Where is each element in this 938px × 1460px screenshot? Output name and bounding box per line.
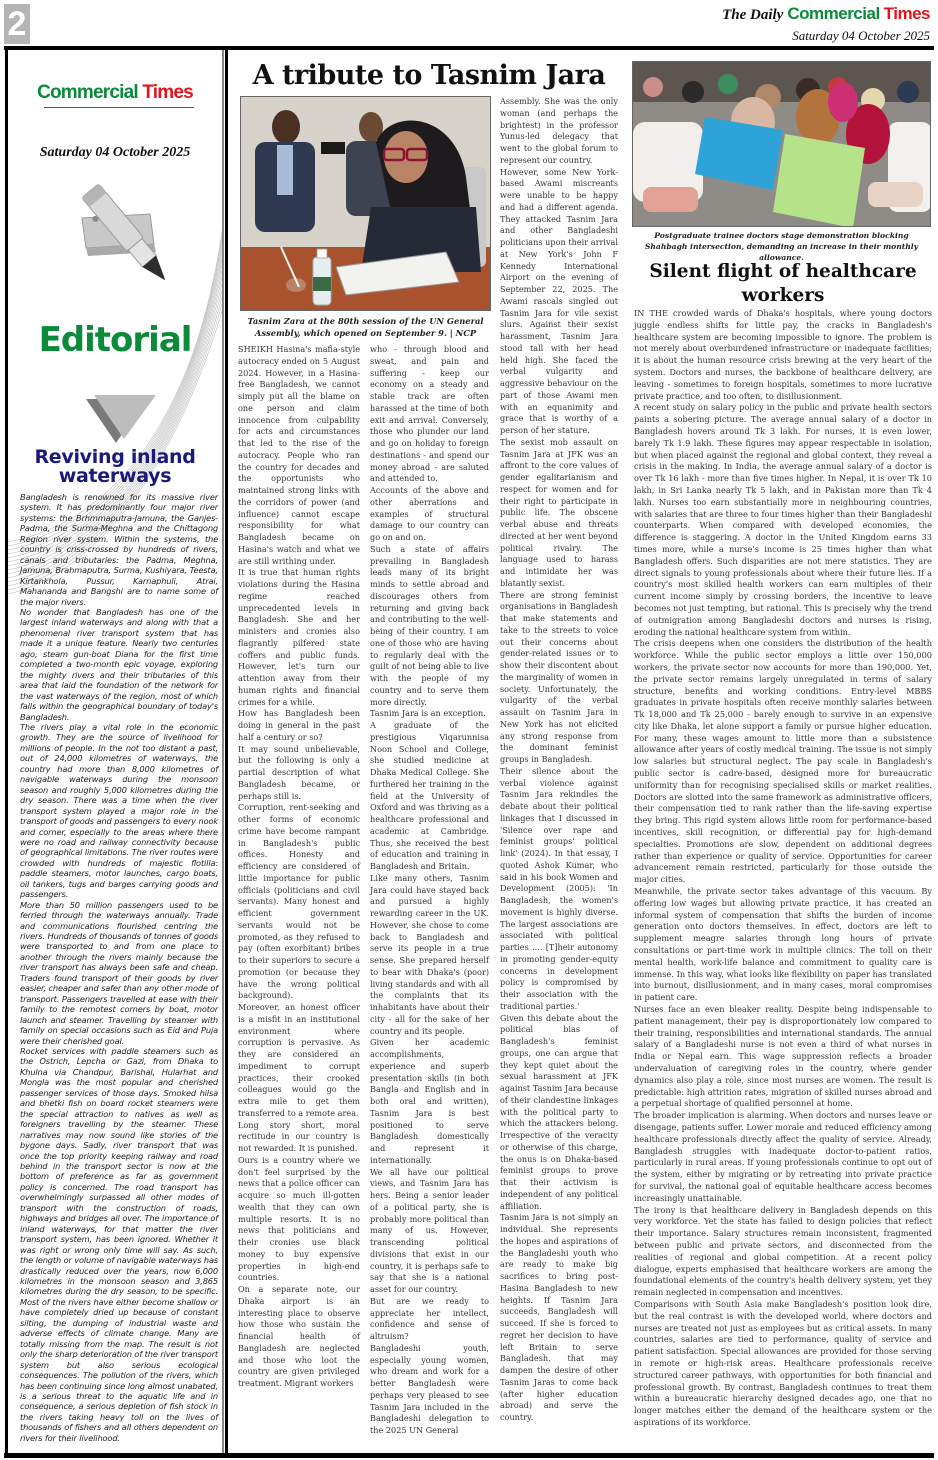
fountain-pen-icon [70,178,200,298]
article-paragraph: Comparisons with South Asia make Bangladesh's position look dire, but the real contrast is with the developed world, where doctors and nurses are treated not just as employees but as critical assets. In many countries, salaries are tied to performance, quality of service and patient satisfaction. Special allowances are provided for those serving in remote or high-risk areas. Healthcare professionals receive structured career pathways, with opportunities for both financial and professional growth. By contrast, Bangladesh continues to treat them within a bureaucratic hierarchy designed decades ago, one that no longer matches either the demand of the healthcare system or the aspirations of its workforce. [634,1298,932,1427]
article-paragraph: However, some New York-based Awami miscreants were unable to be happy and had a different agenda. They attacked Tasnim Jara and other Bangladeshi politicians upon their arrival at New York's John F Kennedy International Airport on the evening of September 22, 2025. The Awami rascals singled out Tasnim Jara for vile sexist slurs. Against their sexist harassment, Tasnim Jara stood tall with her head held high. She faced the verbal vulgarity and aggressive behaviour on the part of those Awami men with an equanimity and grace that is worthy of a person of her stature. [500,166,618,435]
section-label-editorial: Editorial [38,320,192,360]
article-paragraph: Bangladeshi youth, especially young women, who dream and work for a better Bangladesh were perhaps very pleased to see Tasnim Jara included in the Bangladeshi delegation to the 2025 UN General [370,1342,489,1435]
masthead [722,4,930,44]
down-arrow-icon [86,395,156,451]
article-body [634,308,932,1429]
article-paragraph: Ours is a country where we don't feel surprised by the news that a police officer can acquire so much ill-gotten wealth that they can own multiple resorts. It is no news that politicians and their cronies use black money to buy expensive properties in high-end countries. [238,1154,360,1283]
article-paragraph: Tasnim Jara is an exception. [370,708,486,719]
masthead-commercial: Commercial [787,4,880,23]
article-paragraph: who - through blood and sweat, and pain and suffering - keep our economy on a steady and stable track are often harassed at the time of both exit and arrival. Conversely, those who plunder our land and go on holiday to foreign destinations - and spend our money abroad - are saluted and attended to. [370,344,489,484]
article-paragraph: On a separate note, our Dhaka airport is an interesting place to observe how those who sustain the financial health of Bangladesh are neglected and those who loot the country are given privileged treatment. Migrant workers [238,1284,360,1388]
sidebar-divider [225,48,228,1458]
article-paragraph: The crisis deepens when one considers the distribution of the health workforce. While the public sector employs a little over 150,000 workers, the private sector now accounts for more than 190,000. Yet, the private sector remains largely unregulated in terms of salary structure, benefits and working conditions. Entry-level MBBS graduates in private hospitals often receive monthly salaries between Tk 18,000 and Tk 25,000 - barely enough to survive in an expensive city like Dhaka, let alone support a family or pursue higher education. For many, these wages amount to little more than a subsistence allowance after years of costly medical training. The issue is not simply low salaries but structural neglect. The pay scale in Bangladesh's public sector is cadre-based, designed more for bureaucratic uniformity than for recognising specialised skills or market realities. Doctors are slotted into the same framework as administrative officers, their compensation tied to rank rather than the life-saving expertise they bring. This rigid system allows little room for performance-based incentives, skill recognition, or differential pay for high-demand specialties. Promotions are slow, dependent on additional degrees rather than experience or quality of service. Opportunities for career advancement remain restricted, particularly for those outside the major cities. [634,638,932,885]
article-photo [240,96,491,311]
masthead-times: Times [883,4,930,23]
article-paragraph: But are we ready to appreciate her intellect, confidence and sense of altruism? [370,1295,489,1341]
photo-illustration-icon [241,97,491,311]
article-paragraph: There are strong feminist organisations in Bangladesh that make statements and take to the streets to voice out their concerns about gender-related issues or to show their discontent about the marginality of women in society. Unfortunately, the vulgarity of the verbal assault on Tasnim Jara in New York has not elicited any strong response from the dominant feminist groups in Bangladesh. [500,589,618,764]
article-paragraph: A graduate of the prestigious Viqarunnisa Noon School and College, she studied medicine at Dhaka Medical College. She furthered her training in the field at the University of Oxford and was thriving as a healthcare professional and academic at Cambridge. Thus, she received the best of education and training in Bangladesh and Britain. [370,720,489,871]
article-paragraph: How has Bangladesh been doing in general in the past half a century or so? [238,708,360,742]
article-paragraph: Given her academic accomplishments, experience and superb presentation skills (in both Bangla and English and in both oral and written), Tasnim Jara is best positioned to serve Bangladesh domestically and represent it internationally. [370,1037,489,1165]
article-paragraph: Such a state of affairs prevailing in Bangladesh leads many of its bright minds to settle abroad and discourages others from returning and giving back and contributing to the well-being of their country. I am one of those who are having to regularly deal with the guilt of not being able to live with the people of my country and to serve them more directly. [370,543,489,707]
photo-caption: Tasnim Zara at the 80th session of the UN General Assembly, which opened on September 9. | NCP [247,316,484,338]
article-paragraph: Moreover, an honest officer is a misfit in an institutional environment where corruption is pervasive. As they are considered an impediment to corrupt practices, their crooked colleagues would go the extra mile to get them transferred to a remote area. [238,1002,360,1118]
article-paragraph: Long story short, moral rectitude in our country is not rewarded. It is punished. [238,1119,360,1153]
article-paragraph: A recent study on salary policy in the public and private health sectors paints a sobering picture. The average annual salary of a doctor in Bangladesh hovers around Tk 3 lakh. For nurses, it is even lower, barely Tk 1.9 lakh. These figures may appear respectable in isolation, but when placed against the regional and global context, they reveal a crisis in the making. In India, the average annual salary of a doctor is over Tk 16 lakh - more than five times higher. In Nepal, it is over Tk 10 lakh, in Sri Lanka nearly Tk 5 lakh, and in Pakistan more than Tk 4 lakh. Nurses too earn substantially more in neighbouring countries, with salaries that are three to four times higher than their Bangladeshi counterparts. When compared with developed economies, the difference is staggering. A doctor in the United Kingdom earns 33 times more, while a nurse's income is 25 times higher than what Bangladesh offers. Such disparities are not mere statistics. They are direct signals to young professionals about where their future lies. If a country's most skilled health workers can earn multiples of their current income simply by crossing borders, the incentive to leave becomes not just tempting, but rational. This is precisely why the trend of outmigration among Bangladeshi doctors and nurses is rising, eroding the national healthcare system from within. [634,402,932,637]
editorial-paragraph: The rivers play a vital role in the economic growth. They are the source of livelihood for millions of people. In the not too distant a past, out of 24,000 kilometres of waterways, the country had more than 8,000 kilometres of navigable waterways during the monsoon season and roughly 5,000 kilometres during the dry season. There was a time when the river transport system played a major role in the transport of goods and passengers to every nook and corner, especially to the areas where there were no road and railway connectivity because of geographical limitations. The river routes were crowded with hundreds of majestic flotilla: paddle steamers, motor launches, cargo boats, oil tankers, tugs and barges carrying goods and passengers. [20,721,218,900]
editorial-paragraph: Bangladesh is renowned for its massive river system. It has predominantly four major river systems: the Brhmmaputra-Jamuna, the Ganjes-Padma, the Surma-Meghna and the Chittagong Region river system. Within the systems, the country is criss-crossed by hundreds of rivers, canals and tributaries: the Padma, Meghna, Jamuna, Brahmaputra, Surma, Kushiyara, Teesta, Kirtankhola, Pussur, Karnaphuli, Atrai, Mahananda and Bangshi are to name some of the major rivers. [20,492,218,607]
article-paragraph: Like many others, Tasnim Jara could have stayed back and pursued a highly rewarding career in the UK. However, she chose to come back to Bangladesh and serve its people in a true sense. She prepared herself to bear with Dhaka's (poor) living standards and with all the complaints that its inhabitants have about their city - all for the sake of her country and its people. [370,872,489,1036]
article-paragraph: The sexist mob assault on Tasnim Jara at JFK was an affront to the core values of gender egalitarianism and respect for women and for their right to participate in public life. The obscene verbal abuse and threats directed at her went beyond political rivalry. The language used to harass and intimidate her was blatantly sexist. [500,436,618,588]
article-paragraph: The irony is that healthcare delivery in Bangladesh depends on this very workforce. Yet the state has failed to design policies that reflect their importance. Salary structures remain inconsistent, fragmented between public and private sectors, and disconnected from the realities of regional and global competition. At a recent policy dialogue, experts emphasised that healthcare workers are among the foundational elements of the country's health delivery system, yet they remain neglected in compensation and incentives. [634,1204,932,1298]
article-paragraph: We all have our political views, and Tasnim Jara has hers. Being a senior leader of a political party, she is probably more political than many of us. However, transcending political divisions that exist in our country, it is perhaps safe to say that she is a national asset for our country. [370,1166,489,1294]
article-headline: Silent flight of healthcare workers [649,261,917,306]
article-paragraph: Their silence about the verbal violence against Tasnim Jara rekindles the debate about their political linkages that I discussed in 'Silence over rape and feminist groups' political link' (2024). In that essay, I quoted Ashok Kumar, who said in his book Women and Development (2005): 'In Bangladesh, the women's movement is highly diverse. The largest associations are associated with political parties .... [T]heir autonomy in promoting gender-equity concerns in development policy is compromised by their association with the traditional parties.' [500,765,618,1011]
article-paragraph: Nurses face an even bleaker reality. Despite being indispensable to patient management, their pay is disproportionately low compared to their training, responsibilities and international standards. The annual salary of a Bangladeshi nurse is not even a third of what nurses in India or Nepal earn. This wage suppression reflects a broader undervaluation of caregiving roles in the country, where gender dynamics also play a role, since most nurses are women. The result is predictable: high attrition rates, migration of skilled nurses abroad and a perpetual shortage of qualified personnel at home. [634,1004,932,1109]
article-column-1 [238,344,360,1390]
article-paragraph: Meanwhile, the private sector takes advantage of this vacuum. By offering low wages but allowing private practice, it has created an informal system of compensation that shifts the burden of income generation onto doctors themselves. In effect, doctors are left to supplement meagre salaries through long hours of private consultations or part-time work in multiple clinics. The toll on their mental health, work-life balance and commitment to quality care is immense. In this way, what looks like flexibility on paper has translated into burnout, disillusionment, and in many cases, moral compromises in patient care. [634,886,932,1003]
protest-photo [632,61,931,227]
article-column-2 [370,344,489,1437]
editorial-sidebar [5,50,224,1453]
article-column-3 [500,96,618,1424]
masthead-title [722,4,930,24]
article-paragraph: Accounts of the above and other aberrations and examples of structural damage to our country can go on and on. [370,485,489,542]
article-paragraph: Tasnim Jara is not simply an individual. She represents the hopes and aspirations of the Bangladeshi youth who are ready to make big sacrifices to bring post-Hasina Bangladesh to new heights. If Tasnim Jara succeeds, Bangladesh will succeed. If she is forced to regret her decision to have left Britain to serve Bangladesh, that may dampen the desire of other Tasnim Jaras to come back (after higher education abroad) and serve the country. [500,1212,618,1422]
logo-underline [44,107,194,108]
page-number-badge: 2 [4,4,30,44]
sidebar-date: Saturday 04 October 2025 [39,145,191,160]
article-headline: A tribute to Tasnim Jara [252,60,606,91]
editorial-body [20,492,218,1443]
sidebar-logo [8,82,222,104]
article-paragraph: The broader implication is alarming. When doctors and nurses leave or disengage, patients suffer. Lower morale and reduced efficiency among healthcare professionals directly affect the quality of service. Already, Bangladesh struggles with inadequate doctor-to-patient ratios, particularly in rural areas. If young professionals continue to opt out of the system, either by migrating or by retreating into private practice for survival, the national goal of equitable healthcare access becomes increasingly unattainable. [634,1110,932,1203]
sidebar-logo-commercial: Commercial [37,82,138,103]
tribute-article [230,50,628,1453]
article-paragraph: SHEIKH Hasina's mafia-style autocracy ended on 5 August 2024. However, in a Hasina-free Bangladesh, we cannot simply put all the blame on one person and claim innocence from culpability for acts and circumstances that led to the rise of the autocracy. People who ran the country for decades and the opportunists who maintained strong links with the corridors of power (and influence) cannot escape responsibility for what Bangladesh became on Hasina's watch and what we are still writhing under. [238,344,360,566]
article-paragraph: Corruption, rent-seeking and other forms of economic crime have become rampant in Bangladesh's public offices. Honesty and efficiency are considered of little importance for public officials (politicians and civil servants). Many honest and efficient government servants would not be promoted, as they refused to pay (often exorbitant) bribes to their superiors to secure a promotion (or because they have the wrong political background). [238,802,360,1001]
masthead-prefix: The Daily [722,7,784,23]
editorial-paragraph: Rocket services with paddle steamers such as the Ostrich, Lepcha or Gazi, from Dhaka to Khulna via Chandpur, Barishal, Hularhat and Mongla was the most popular and cherished passenger services of those days. Smoked hilsa and bhetki fish on board rocket steamers were the special attraction to natives as well as foreigners travelling by the steamer. These narratives may now sound like stories of the bygone days. Sadly, river transport that was once the top priority keeping railway and road behind in the transport sector is now at the bottom of preference as far as government policy is concerned. The road transport has overwhelmingly surpassed all other modes of transport with the construction of roads, highways and bridges all over. The importance of inland waterways, for that matter the river transport system, has been ignored. Whether it was right or wrong only time will say. As such, the length or volume of navigable waterways has drastically reduced over the years, now 6,000 kilometres in the monsoon season and 3,865 kilometres during the dry season, to be specific. Most of the rivers have either become shallow or have completely dried up because of constant silting, the dumping of industrial waste and adverse effects of climate change. Many are totally missing from the map. The result is not only the sharp deterioration of the river transport system but also serious ecological consequences. The pollution of the rivers, which has been continuing since long almost unabated, is a serious threat to the aquatic life and in consequence, a serious depletion of fish stock in the rivers taking heavy toll on the lives of thousands of fishers and all others dependent on rivers for their livelihood. [20,1046,218,1443]
article-paragraph: It is true that human rights violations during the Hasina regime reached unprecedented levels in Bangladesh. She and her ministers and cronies also flagrantly pilfered state coffers and public funds. However, let's turn our attention away from their human rights and financial crimes for a while. [238,567,360,707]
article-paragraph: Given this debate about the political bias of Bangladesh's feminist groups, one can argue that they kept quiet about the sexual harassment at JFK against Tasnim Jara because of their clandestine linkages with the political party to which the attackers belong. Irrespective of the veracity or otherwise of this charge, the onus is on Dhaka-based feminist groups to prove that their activism is independent of any political affiliation. [500,1012,618,1211]
editorial-paragraph: More than 50 million passengers used to be ferried through the waterways annually. Trade and communications flourished centring the rivers. Hundreds of thousands of tonnes of goods were transported to and from one place to another through the rivers mainly because the river transport has always been safe and cheap. Traders found transport of their goods by river easier, cheaper and safer than any other mode of transport. Passengers travelled at ease with their family to the remotest corners by boat, motor launch and steamer. Travelling by steamer with family on special occasions such as Eid and Puja were their cherished goal. [20,899,218,1046]
photo-illustration-icon [633,62,931,227]
healthcare-article [632,50,934,1453]
masthead-date: Saturday 04 October 2025 [792,28,930,43]
editorial-paragraph: No wonder that Bangladesh has one of the largest inland waterways and along with that a phenomenal river transport system that has made it a unique feature. Nearly two centuries ago, steam gun-boat Diana for the first time completed a two-month epic voyage, exploring the mighty rivers and their tributaries of this area that laid the foundation of the network for the vast waterways of the region, most of which falls within the geographical boundary of today's Bangladesh. [20,606,218,722]
editorial-headline: Reviving inland waterways [34,446,196,487]
photo-caption: Postgraduate trainee doctors stage demonstration blocking Shahbagh intersection, demanding an increase in their monthly allowance. [644,231,919,262]
bottom-rule-divider [4,1453,934,1458]
sidebar-logo-times: Times [142,82,193,103]
article-paragraph: IN THE crowded wards of Dhaka's hospitals, where young doctors juggle endless shifts for little pay, the cracks in Bangladesh's healthcare system are becoming impossible to ignore. The problem is not merely about overburdened infrastructure or inadequate facilities; it is about the human resource crisis brewing at the very heart of the system. Doctors and nurses, the backbone of healthcare delivery, are leaving - sometimes to foreign hospitals, sometimes to more lucrative private practice, and too often, to disillusionment. [634,308,932,401]
article-paragraph: Assembly. She was the only woman (and perhaps the brightest) in the professor Yunus-led delegacy that went to the global forum to represent our country. [500,96,618,165]
article-paragraph: It may sound unbelievable, but the following is only a partial description of what Bangladesh became, or perhaps still is. [238,743,360,801]
